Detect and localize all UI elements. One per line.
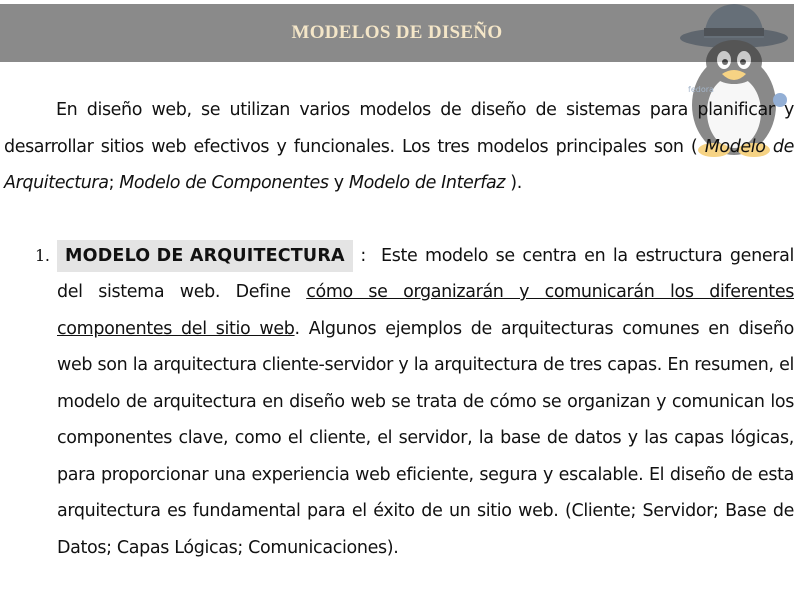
intro-text: En diseño web, se utilizan varios modelos de diseño de sistemas para planificar y desarrollar sitios web efectivos y funcionales. Los tres modelos principales son (	[4, 100, 794, 157]
architecture-text-part1: Este modelo se centra en la estructura general del sistema web. Define	[57, 245, 794, 302]
section-heading-architecture: MODELO DE ARQUITECTURA	[57, 240, 353, 272]
architecture-underlined-text: cómo se organizarán y comunicarán los diferentes componentes del sitio web	[57, 282, 795, 339]
document-body	[4, 92, 794, 566]
intro-conjunction: y	[333, 173, 344, 193]
models-list	[4, 238, 794, 567]
model-interface-term: Modelo de Interfaz	[348, 173, 506, 193]
list-item-architecture	[4, 238, 794, 567]
architecture-text-part2: . Algunos ejemplos de arquitecturas comunes en diseño web son la arquitectura cliente-servidor y la arquitectura de tres capas. En resumen, el modelo de arquitectura en diseño web se trata de cómo se organizan y comunican los componentes clave, como el cliente, el servidor, la base de datos y las capas lógicas, para proporcionar una experiencia web eficiente, segura y escalable. El diseño de esta arquitectura es fundamental para el éxito de un sitio web. (Cliente; Servidor; Base de Datos; Capas Lógicas; Comunicaciones).	[57, 318, 794, 558]
model-components-term: Modelo de Componentes	[119, 173, 329, 193]
intro-paragraph	[4, 92, 794, 202]
heading-colon: :	[360, 245, 366, 266]
intro-separator: ;	[108, 173, 115, 193]
page-title: MODELOS DE DISEÑO	[291, 22, 503, 43]
model-architecture-term: Modelo de Arquitectura	[4, 136, 794, 193]
intro-closing: ).	[510, 173, 522, 193]
logo-caption: fedora	[688, 85, 714, 94]
list-number: 1.	[35, 245, 50, 265]
